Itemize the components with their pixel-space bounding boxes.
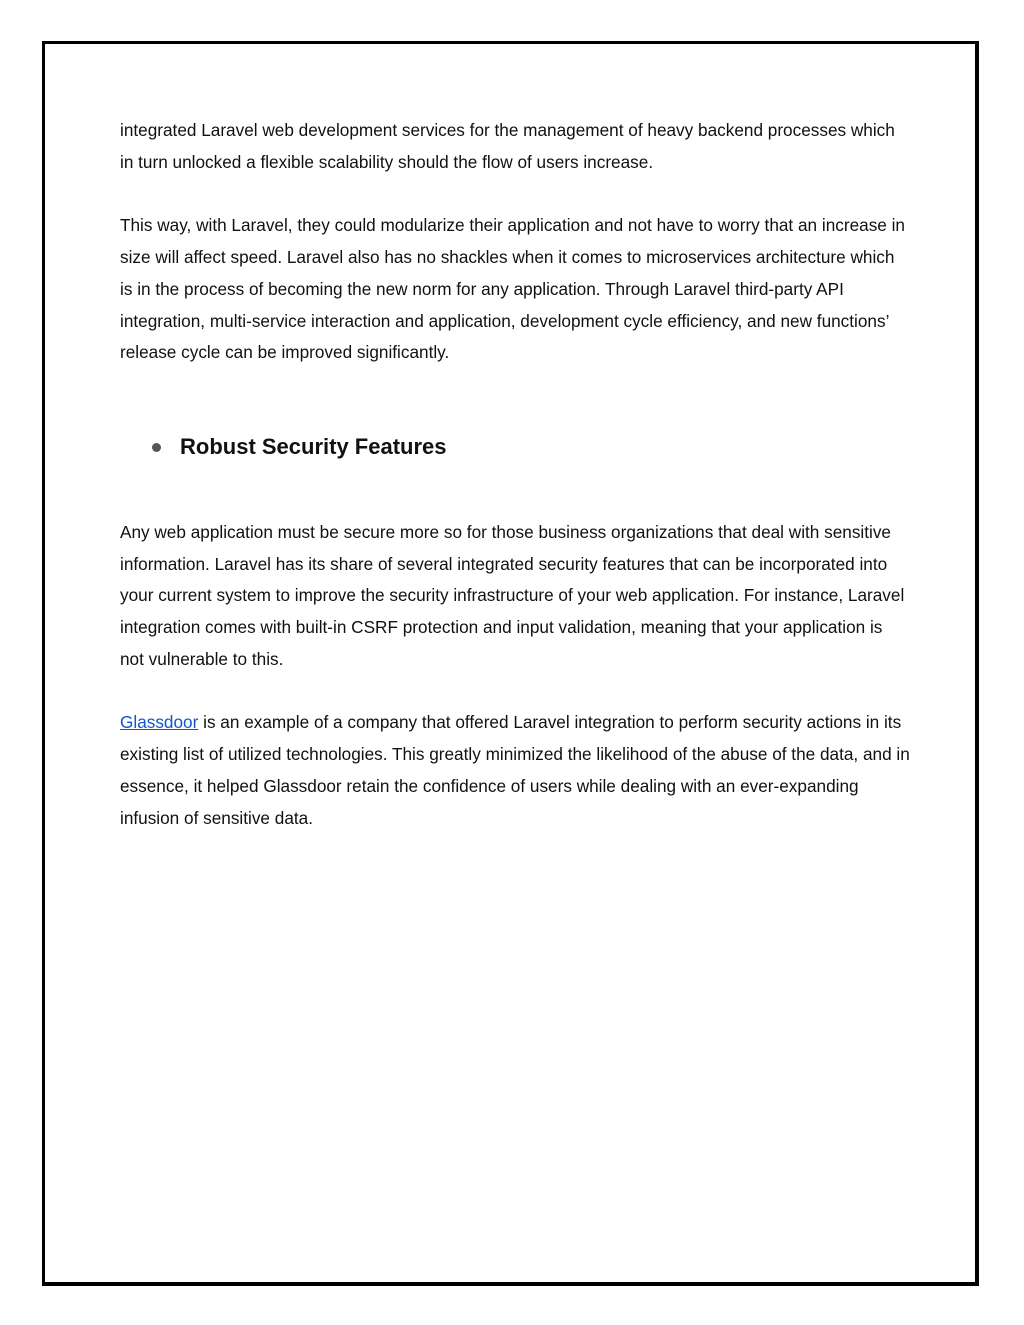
paragraph-glassdoor-text: is an example of a company that offered Laravel integration to perform security actions in its existing list of utilized technologies. This greatly minimized the likelihood of the abuse of the data, and in essence, it helped Glassdoor retain the confidence of users while dealing with an ever-expanding infusion of sensitive data. xyxy=(120,712,910,828)
document-body xyxy=(120,115,910,834)
section-heading-row xyxy=(152,429,910,465)
paragraph-glassdoor xyxy=(120,707,910,834)
paragraph-modularize: This way, with Laravel, they could modularize their application and not have to worry that an increase in size will affect speed. Laravel also has no shackles when it comes to microservices architecture which is in the process of becoming the new norm for any application. Through Laravel third-party API integration, multi-service interaction and application, development cycle efficiency, and new functions’ release cycle can be improved significantly. xyxy=(120,215,905,363)
paragraph-security: Any web application must be secure more so for those business organizations that deal with sensitive information. Laravel has its share of several integrated security features that can be incorporated into your current system to improve the security infrastructure of your web application. For instance, Laravel integration comes with built-in CSRF protection and input validation, meaning that your application is not vulnerable to this. xyxy=(120,521,905,669)
section-heading: Robust Security Features xyxy=(180,433,447,459)
bullet-icon xyxy=(152,443,161,452)
paragraph-scalability: integrated Laravel web development services for the management of heavy backend processes which in turn unlocked a flexible scalability should the flow of users increase. xyxy=(120,120,895,172)
glassdoor-link[interactable]: Glassdoor xyxy=(120,712,199,733)
